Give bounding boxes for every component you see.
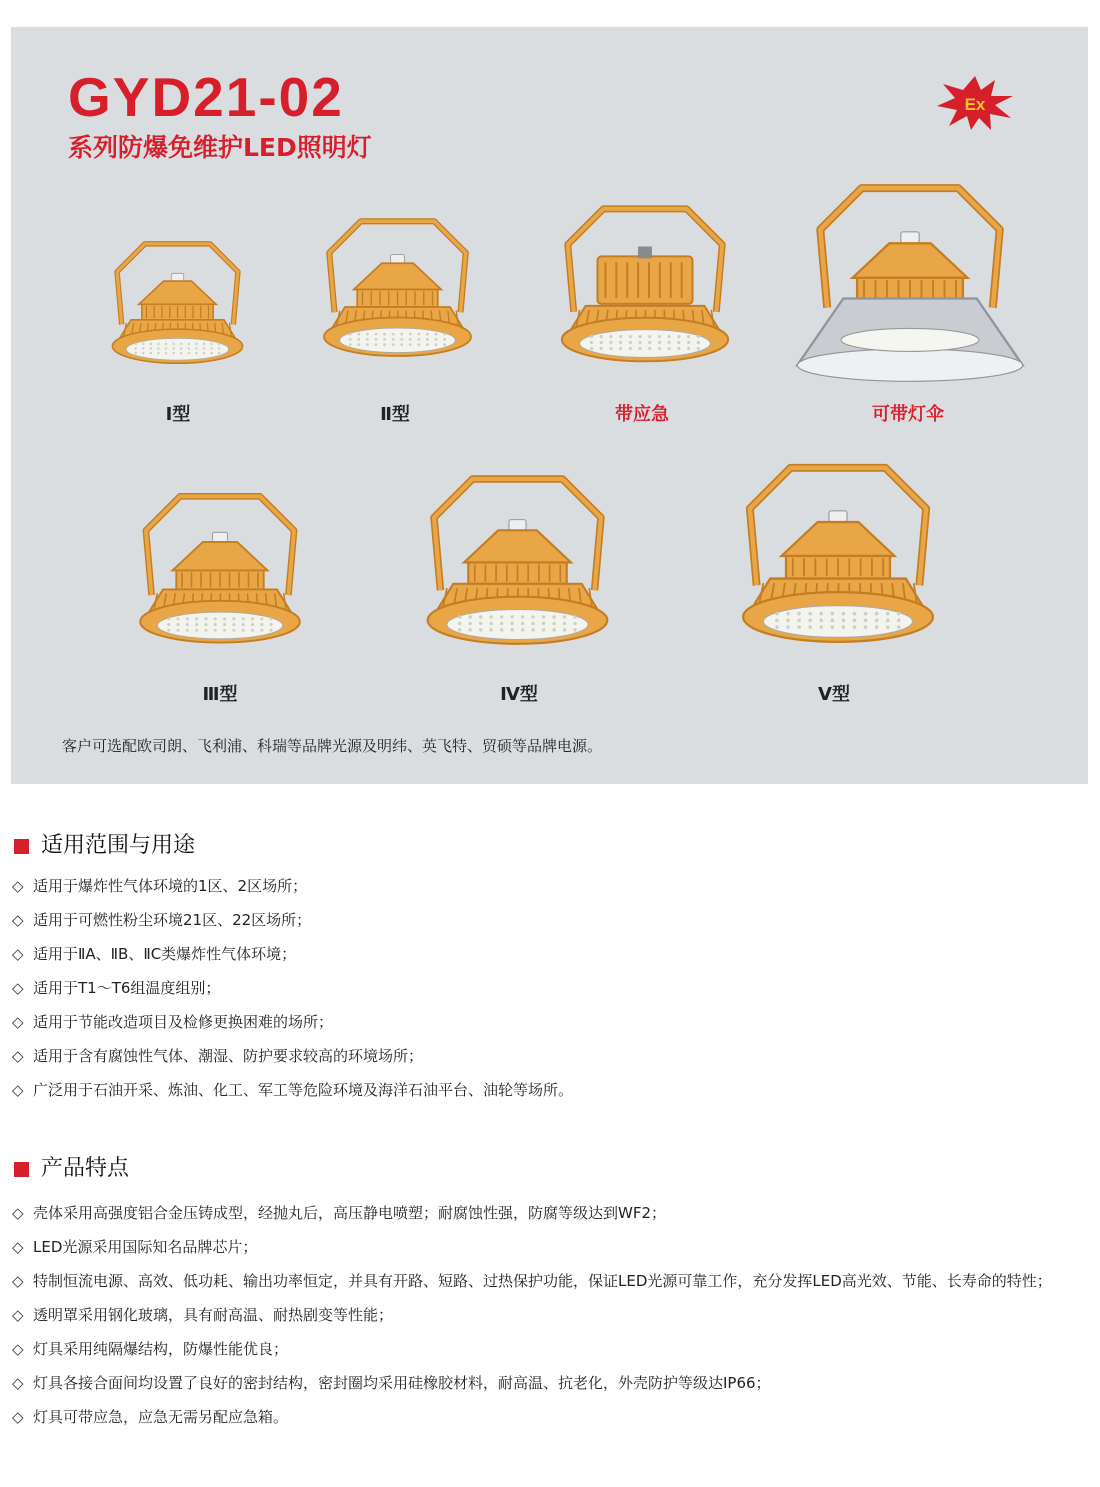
brand-options-note: 客户可选配欧司朗、飞利浦、科瑞等品牌光源及明纬、英飞特、贸硕等品牌电源。 <box>62 737 603 755</box>
list-item: ◇ 适用于节能改造项目及检修更换困难的场所； <box>12 1005 1093 1039</box>
list-item: ◇ 适用于ⅡA、ⅡB、ⅡC类爆炸性气体环境； <box>12 937 1093 971</box>
list-item: ◇ 适用于爆炸性气体环境的1区、2区场所； <box>12 869 1093 903</box>
ex-explosion-proof-icon <box>935 74 1015 132</box>
list-item: ◇ 适用于T1～T6组温度组别； <box>12 971 1093 1005</box>
explosion-proof-lamp-icon <box>125 478 315 678</box>
diamond-bullet-icon: ◇ <box>12 877 24 895</box>
list-item: ◇ 透明罩采用钢化玻璃，具有耐高温、耐热剧变等性能； <box>12 1298 1093 1332</box>
diamond-bullet-icon: ◇ <box>12 945 24 963</box>
section-title-application <box>14 835 195 857</box>
explosion-proof-lamp-icon <box>100 228 255 393</box>
product-title: GYD21-02 <box>68 66 344 128</box>
list-item: ◇ 特制恒流电源、高效、低功耗、输出功率恒定，并具有开路、短路、过热保护功能，保证LED光源可靠工作，充分发挥LED高光效、节能、长寿命的特性； <box>12 1264 1093 1298</box>
diamond-bullet-icon: ◇ <box>12 1374 24 1392</box>
lamp-label-type-2: Ⅱ型 <box>380 404 410 425</box>
diamond-bullet-icon: ◇ <box>12 1408 24 1426</box>
section-title-text: 产品特点 <box>41 1156 130 1181</box>
diamond-bullet-icon: ◇ <box>12 1047 24 1065</box>
explosion-proof-lamp-icon <box>310 200 485 393</box>
features-list <box>12 1196 1093 1434</box>
list-item: ◇ 灯具采用纯隔爆结构，防爆性能优良； <box>12 1332 1093 1366</box>
diamond-bullet-icon: ◇ <box>12 1238 24 1256</box>
lamp-label-type-5: Ⅴ型 <box>818 684 850 705</box>
explosion-proof-lamp-icon <box>718 452 958 678</box>
lamp-label-type-3: Ⅲ型 <box>202 684 238 705</box>
product-subtitle: 系列防爆免维护LED照明灯 <box>68 133 372 162</box>
lamp-figure-type-2 <box>310 200 485 397</box>
diamond-bullet-icon: ◇ <box>12 1081 24 1099</box>
lamp-label-reflector: 可带灯伞 <box>872 404 944 425</box>
diamond-bullet-icon: ◇ <box>12 1306 24 1324</box>
lamp-figure-type-3 <box>125 478 315 682</box>
lamp-figure-emergency <box>545 195 745 397</box>
list-item: ◇ LED光源采用国际知名品牌芯片； <box>12 1230 1093 1264</box>
red-square-marker-icon <box>14 1162 29 1177</box>
explosion-proof-lamp-icon <box>795 172 1025 402</box>
section-title-features <box>14 1158 129 1180</box>
lamp-figure-type-1 <box>100 228 255 397</box>
lamp-label-type-1: Ⅰ型 <box>165 404 191 425</box>
explosion-proof-lamp-icon <box>405 464 630 678</box>
list-item: ◇ 适用于含有腐蚀性气体、潮湿、防护要求较高的环境场所； <box>12 1039 1093 1073</box>
diamond-bullet-icon: ◇ <box>12 1204 24 1222</box>
lamp-label-emergency: 带应急 <box>615 404 669 425</box>
explosion-proof-lamp-icon <box>545 195 745 393</box>
diamond-bullet-icon: ◇ <box>12 1272 24 1290</box>
section-title-text: 适用范围与用途 <box>41 833 196 858</box>
list-item: ◇ 适用于可燃性粉尘环境21区、22区场所； <box>12 903 1093 937</box>
list-item: ◇ 壳体采用高强度铝合金压铸成型，经抛丸后，高压静电喷塑；耐腐蚀性强，防腐等级达到WF2； <box>12 1196 1093 1230</box>
lamp-label-type-4: Ⅳ型 <box>500 684 538 705</box>
list-item: ◇ 灯具各接合面间均设置了良好的密封结构，密封圈均采用硅橡胶材料，耐高温、抗老化，外壳防护等级达IP66； <box>12 1366 1093 1400</box>
list-item: ◇ 灯具可带应急，应急无需另配应急箱。 <box>12 1400 1093 1434</box>
lamp-figure-reflector <box>795 172 1025 406</box>
red-square-marker-icon <box>14 839 29 854</box>
list-item: ◇ 广泛用于石油开采、炼油、化工、军工等危险环境及海洋石油平台、油轮等场所。 <box>12 1073 1093 1107</box>
diamond-bullet-icon: ◇ <box>12 1013 24 1031</box>
ex-mark-text: Ex <box>964 95 986 114</box>
lamp-figure-type-4 <box>405 464 630 682</box>
diamond-bullet-icon: ◇ <box>12 911 24 929</box>
application-list <box>12 869 1093 1107</box>
diamond-bullet-icon: ◇ <box>12 979 24 997</box>
lamp-figure-type-5 <box>718 452 958 682</box>
diamond-bullet-icon: ◇ <box>12 1340 24 1358</box>
